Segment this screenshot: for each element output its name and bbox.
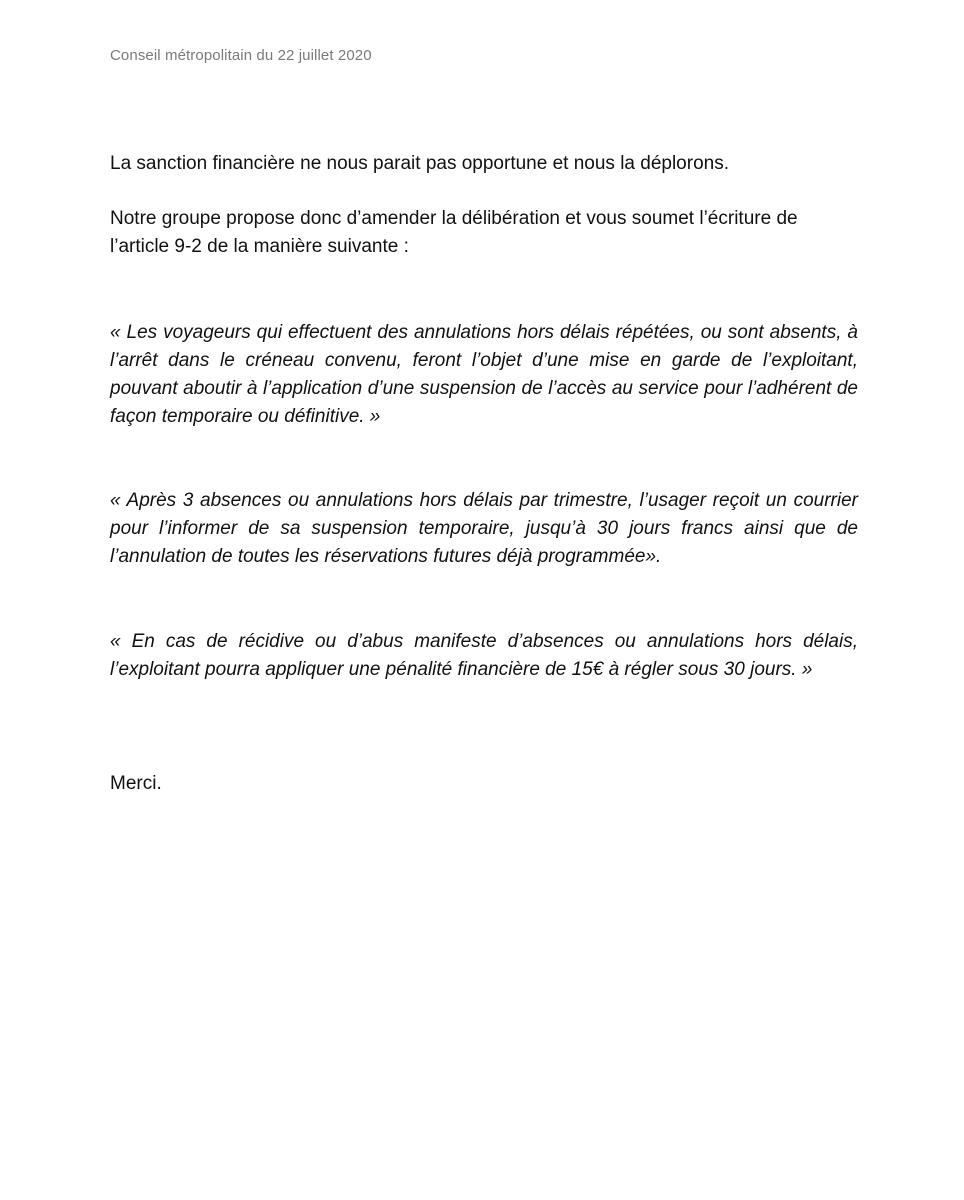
quote-paragraph-2: « Après 3 absences ou annulations hors délais par trimestre, l’usager reçoit un courrier pour l’informer de sa suspension temporaire, jusqu’à 30 jours francs ainsi que de l’annulation de toutes les réservations futures déjà programmée». (110, 490, 858, 567)
closing-text: Merci. (110, 773, 162, 794)
intro-paragraph: La sanction financière ne nous parait pas opportune et nous la déplorons. (110, 153, 729, 174)
quote-paragraph-3: « En cas de récidive ou d’abus manifeste d’absences ou annulations hors délais, l’exploitant pourra appliquer une pénalité financière de 15€ à régler sous 30 jours. » (110, 631, 858, 680)
proposal-paragraph: Notre groupe propose donc d’amender la délibération et vous soumet l’écriture de l’article 9-2 de la manière suivante : (110, 208, 798, 257)
document-header: Conseil métropolitain du 22 juillet 2020 (110, 47, 372, 64)
quote-paragraph-1: « Les voyageurs qui effectuent des annulations hors délais répétées, ou sont absents, à l’arrêt dans le créneau convenu, feront l’objet d’une mise en garde de l’exploitant, pouvant aboutir à l’application d’une suspension de l’accès au service pour l’adhérent de façon temporaire ou définitive. » (110, 322, 858, 427)
